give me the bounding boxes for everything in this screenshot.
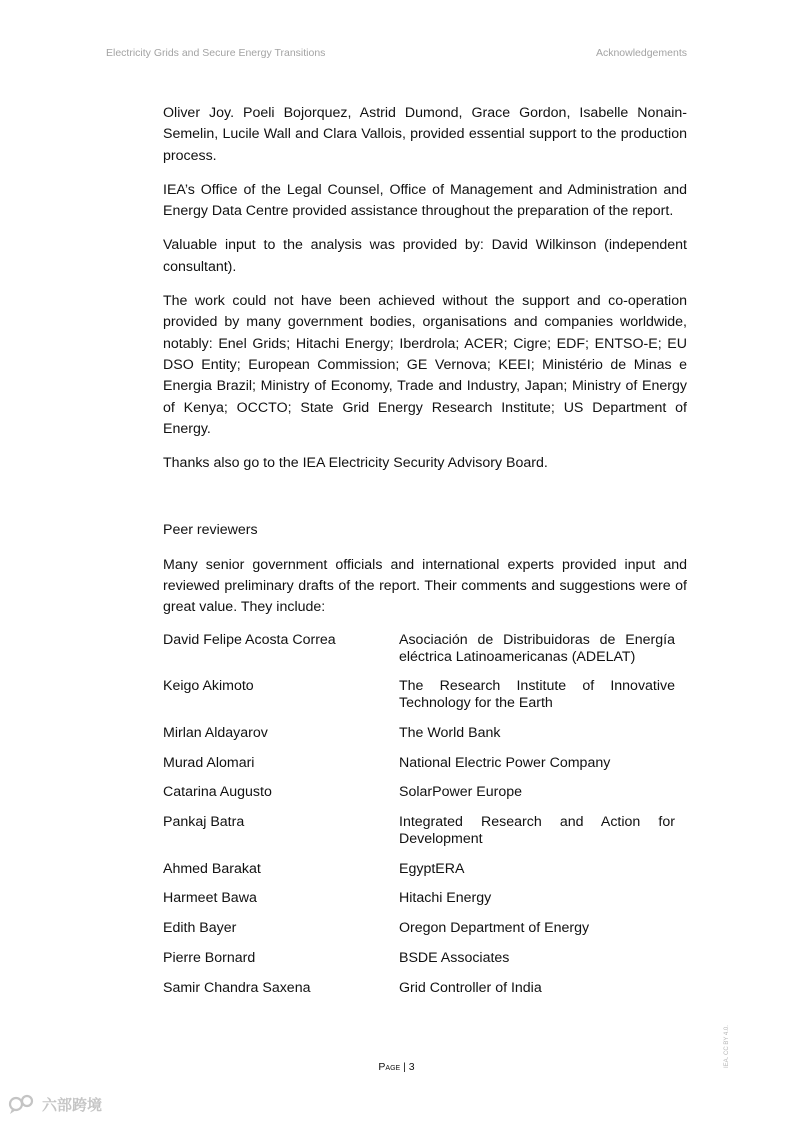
reviewer-name: Pierre Bornard [163,949,256,966]
reviewer-name: Samir Chandra Saxena [163,979,311,996]
reviewer-organisation: Integrated Research and Action for Development [399,814,675,848]
chat-bubble-icon [8,1093,38,1115]
reviewer-name: Catarina Augusto [163,784,272,801]
paragraph-legal-counsel: IEA’s Office of the Legal Counsel, Office of Management and Administration and Energy Data Centre provided assistance throughout the preparation of the report. [163,181,687,220]
reviewer-organisation: BSDE Associates [399,949,510,966]
reviewer-organisation: Oregon Department of Energy [399,920,590,937]
table-row [163,950,675,967]
table-row [163,920,675,937]
reviewer-name: Ahmed Barakat [163,860,261,877]
watermark [8,1093,102,1115]
running-header-section: Acknowledgements [595,47,687,59]
peer-reviewers-heading: Peer reviewers [163,522,258,539]
table-row [163,814,675,848]
page-number-value: 3 [408,1061,415,1073]
table-row [163,980,675,997]
paragraph-advisory-board: Thanks also go to the IEA Electricity Security Advisory Board. [163,455,548,472]
running-header-title: Electricity Grids and Secure Energy Transitions [106,47,326,59]
watermark-text: 六部跨境 [42,1096,103,1114]
table-row [163,890,675,907]
reviewer-name: Murad Alomari [163,754,255,771]
reviewer-name: Keigo Akimoto [163,678,254,695]
reviewer-organisation: EgyptERA [399,860,465,877]
table-row [163,725,675,742]
reviewer-name: Mirlan Aldayarov [163,725,268,742]
table-row [163,678,675,712]
page-number [0,1061,793,1073]
reviewer-organisation: The Research Institute of Innovative Technology for the Earth [399,678,675,712]
page-separator: | [403,1061,406,1073]
table-row [163,784,675,801]
reviewer-name: Edith Bayer [163,920,237,937]
paragraph-organisations: The work could not have been achieved without the support and co-operation provided by many government bodies, organisations and companies worldwide, notably: Enel Grids; Hitachi Energy; Iberdrola; ACER; Cigre; EDF; ENTSO-E; EU DSO Entity; European Commission; GE Vernova; KEEI; Ministério de Minas e Energia Brazil; Ministry of Economy, Trade and Industry, Japan; Ministry of Energy of Kenya; OCCTO; State Grid Energy Research Institute; US Department of Energy. [163,293,687,437]
table-row [163,861,675,878]
paragraph-valuable-input: Valuable input to the analysis was provided by: David Wilkinson (independent consultant). [163,237,687,275]
reviewer-organisation: The World Bank [399,725,501,742]
page-body [163,103,687,1009]
table-row [163,632,675,666]
reviewer-organisation: SolarPower Europe [399,784,523,801]
license-notice: IEA. CC BY 4.0. [724,1025,730,1068]
peer-reviewers-intro: Many senior government officials and international experts provided input and reviewed preliminary drafts of the report. Their comments and suggestions were of great value. They include: [163,556,687,616]
reviewer-name: Pankaj Batra [163,814,245,831]
paragraph-production-support: Oliver Joy. Poeli Bojorquez, Astrid Dumond, Grace Gordon, Isabelle Nonain-Semelin, Lucile Wall and Clara Vallois, provided essential support to the production process. [163,105,687,164]
page-label: Page [378,1061,401,1073]
reviewer-organisation: Grid Controller of India [399,979,542,996]
reviewer-name: David Felipe Acosta Correa [163,631,336,648]
reviewer-organisation: National Electric Power Company [399,754,611,771]
peer-reviewers-table [163,632,675,997]
reviewer-organisation: Asociación de Distribuidoras de Energía eléctrica Latinoamericanas (ADELAT) [399,631,675,665]
reviewer-organisation: Hitachi Energy [399,890,492,907]
reviewer-name: Harmeet Bawa [163,890,257,907]
table-row [163,755,675,772]
